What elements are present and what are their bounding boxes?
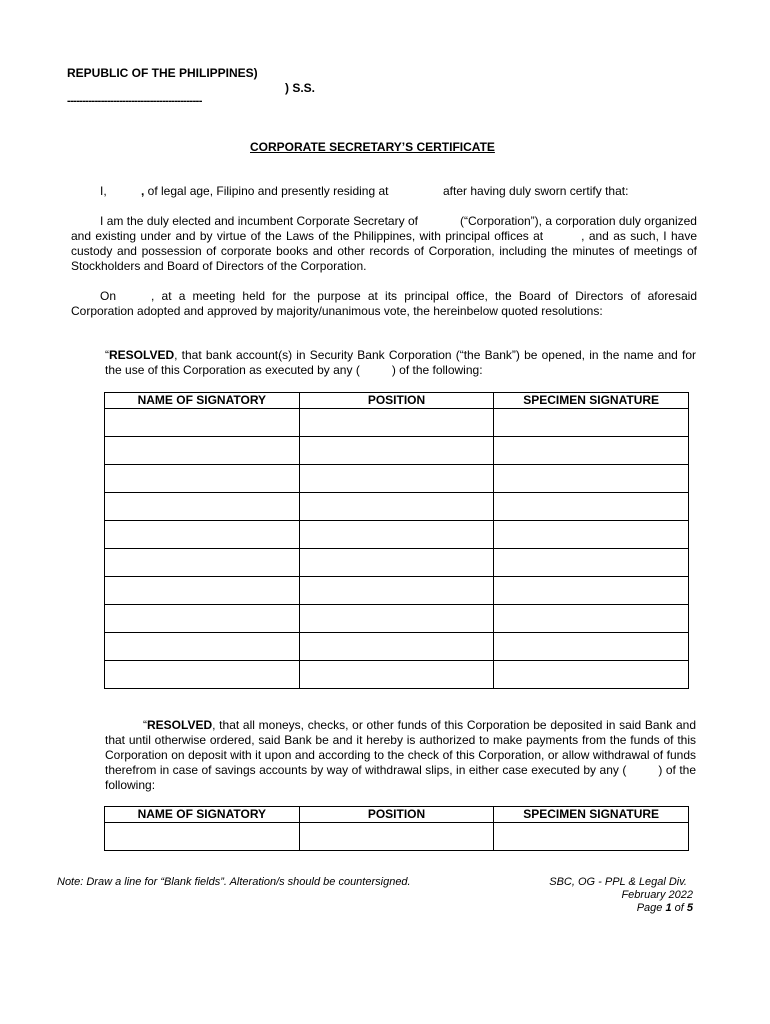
position-cell[interactable] [299,633,494,661]
para2-b: (“Corporation”), a corporation duly organized and existing under and by virtue of the Laws of the Philippines, with principal offices at [71,214,697,243]
signatory-row [105,521,689,549]
dashes-line: -------------------------------------------- [67,95,202,107]
signatory-table-1 [104,392,689,689]
footer-division: SBC, OG - PPL & Legal Div. [549,876,687,888]
signatory-row [105,437,689,465]
name-cell[interactable] [105,823,300,851]
para1-mid [141,184,389,198]
name-cell[interactable] [105,661,300,689]
col-name-header: NAME OF SIGNATORY [105,393,300,409]
signature-cell[interactable] [494,521,689,549]
position-cell[interactable] [299,493,494,521]
footer-ref-block [549,876,693,915]
col-position-header: POSITION [299,807,494,823]
para3-rest: , at a meeting held for the purpose at its principal office, the Board of Directors of aforesaid Corporation adopted and approved by majority/unanimous vote, the hereinbelow quoted resolutions: [71,289,697,318]
para3-on: On [100,289,117,303]
name-cell[interactable] [105,437,300,465]
resolved-keyword: RESOLVED [109,348,175,362]
signatory-row [105,605,689,633]
position-cell[interactable] [299,409,494,437]
position-cell[interactable] [299,465,494,493]
position-cell[interactable] [299,605,494,633]
para2-a: I am the duly elected and incumbent Corporate Secretary of [100,214,418,228]
signatory-row [105,549,689,577]
resolution-1: “RESOLVED, that bank account(s) in Security Bank Corporation (“the Bank”) be opened, in the name and for the use of this Corporation as executed by any ( ) of the following: [105,348,696,377]
signatory-row [105,465,689,493]
col-signature-header: SPECIMEN SIGNATURE [494,807,689,823]
signature-cell[interactable] [494,549,689,577]
signatory-row [105,409,689,437]
signature-cell[interactable] [494,577,689,605]
republic-heading: REPUBLIC OF THE PHILIPPINES) [67,66,258,80]
resolution-2: “RESOLVED, that all moneys, checks, or other funds of this Corporation be deposited in said Bank and that until otherwise ordered, said Bank be and it hereby is authorized to make payments from the funds of this Corporation on deposit with it upon and according to the check of this Corporation, or allow withdrawal of funds therefrom in case of savings accounts by way of withdrawal slips, in either case executed by any ( ) of the following: [105,718,696,792]
name-cell[interactable] [105,605,300,633]
signature-cell[interactable] [494,465,689,493]
position-cell[interactable] [299,549,494,577]
signature-cell[interactable] [494,633,689,661]
position-cell[interactable] [299,661,494,689]
signature-cell[interactable] [494,605,689,633]
signatory-row [105,577,689,605]
name-cell[interactable] [105,409,300,437]
col-signature-header: SPECIMEN SIGNATURE [494,393,689,409]
signature-cell[interactable] [494,661,689,689]
position-cell[interactable] [299,521,494,549]
name-cell[interactable] [105,549,300,577]
signature-cell[interactable] [494,493,689,521]
para1-rest: of legal age, Filipino and presently residing at [144,184,389,198]
para3 [71,289,697,319]
name-cell[interactable] [105,633,300,661]
col-position-header: POSITION [299,393,494,409]
ss-label: ) S.S. [285,81,316,95]
para2-c: , and as such, I have custody and possession of corporate books and other records of Corporation, including the minutes of meetings of Stockholders and Board of Directors of the Corporation. [71,229,697,273]
footer-date: February 2022 [621,889,693,901]
page-number: Page 1 of 5 [636,902,693,914]
para1-after: after having duly sworn certify that: [443,184,629,198]
signature-cell[interactable] [494,437,689,465]
name-cell[interactable] [105,493,300,521]
name-cell[interactable] [105,521,300,549]
col-name-header: NAME OF SIGNATORY [105,807,300,823]
signatory-row [105,823,689,851]
signature-cell[interactable] [494,409,689,437]
position-cell[interactable] [299,577,494,605]
position-cell[interactable] [299,823,494,851]
para1-comma: , [141,184,145,198]
signatory-table-2 [104,806,689,851]
document-title: CORPORATE SECRETARY’S CERTIFICATE [250,140,495,154]
signature-cell[interactable] [494,823,689,851]
signatory-row [105,661,689,689]
name-cell[interactable] [105,577,300,605]
position-cell[interactable] [299,437,494,465]
para1-i: I, [100,184,107,198]
resolved-keyword: RESOLVED [147,718,213,732]
signatory-row [105,633,689,661]
footer-note: Note: Draw a line for “Blank fields”. Alteration/s should be countersigned. [57,876,411,888]
para2 [71,214,697,274]
signatory-row [105,493,689,521]
name-cell[interactable] [105,465,300,493]
